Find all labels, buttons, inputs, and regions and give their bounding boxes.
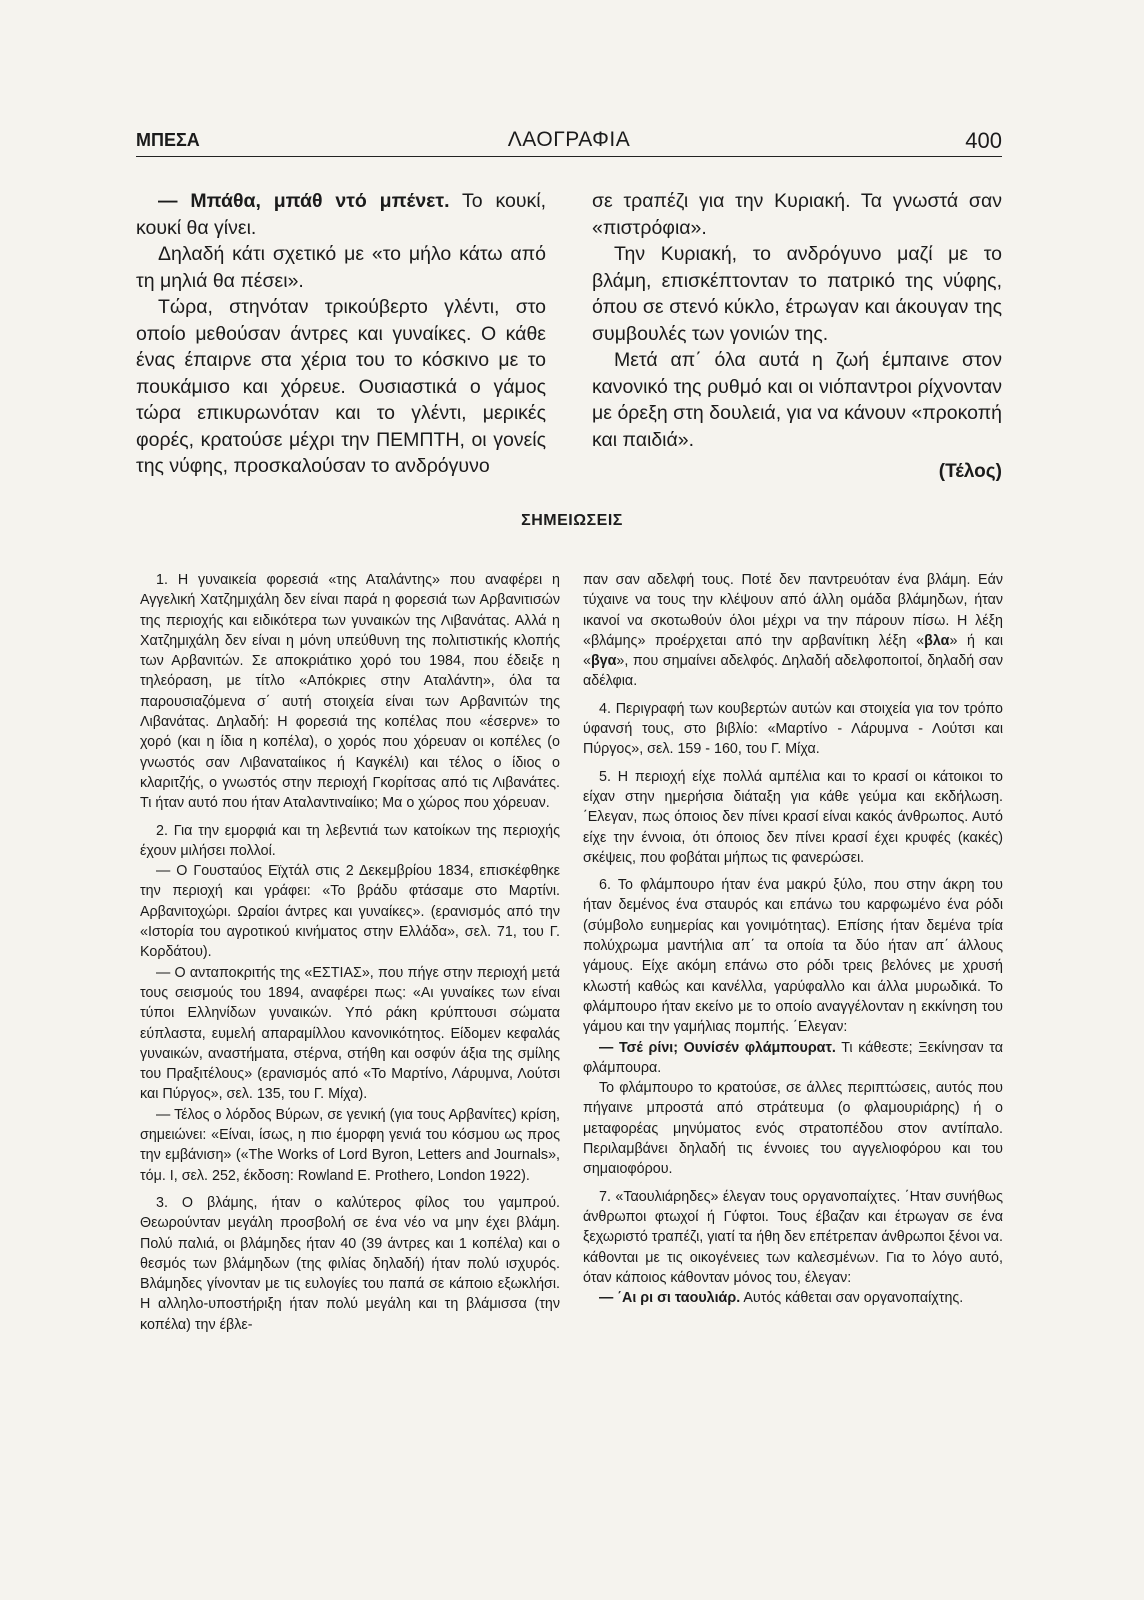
- note-6-quote: [583, 1038, 1003, 1079]
- note-2: 2. Για την εμορφιά και τη λεβεντιά των κατοίκων της περιοχής έχουν μιλήσει πολλοί.: [140, 822, 560, 859]
- note-quote-text: Τι κάθεστε; Ξεκίνησαν τα φλάμπουρα.: [583, 1039, 1003, 1076]
- note-7: 7. «Ταουλιάρηδες» έλεγαν τους οργανοπαίχτες. ΄Ηταν συνήθως άνθρωποι φτωχοί ή Γύφτοι. Τους έβαζαν και έτρωγαν σε ένα ξεχωριστό τραπέζι, γιατί τα ήθη δεν επέτρεπαν άνθρωποι ξένοι να. κάθονται με τις οικογένειες των καλεσμένων. Για το λόγο αυτό, όταν κάποιος κάθονταν μόνος του, έλεγαν:: [583, 1188, 1003, 1286]
- note-quote-bold: — Τσέ ρίνι; Ουνίσέν φλάμπουρατ.: [599, 1039, 836, 1056]
- note-2-quote: — Ο Γουσταύος Εϊχτάλ στις 2 Δεκεμβρίου 1834, επισκέφθηκε την περιοχή και γράφει: «Το βράδυ φτάσαμε στο Μαρτίνι. Αρβανιτοχώρι. Ωραίοι άντρες και γυναίκες». (ερανισμός από την «Ιστορία του αγροτικού κινήματος στην Ελλάδα», σελ. 71, του Γ. Κορδάτου).: [140, 863, 560, 961]
- note-2-quote: — Τέλος ο λόρδος Βύρων, σε γενική (για τους Αρβανίτες) κρίση, σημειώνει: «Είναι, ίσως, η πιο έμορφη γενιά του κόσμου ως προς την εμβάνιση» («The Works of Lord Byron, Letters and Journals», τόμ. I, σελ. 252, έκδοση: Rowland E. Prothero, London 1922).: [140, 1106, 560, 1184]
- notes-heading: ΣΗΜΕΙΩΣΕΙΣ: [521, 512, 623, 529]
- paragraph: σε τραπέζι για την Κυριακή. Τα γνωστά σαν «πιστρόφια».: [592, 190, 1002, 239]
- note-3: 3. Ο βλάμης, ήταν ο καλύτερος φίλος του γαμπρού. Θεωρούνταν μεγάλη προσβολή σε ένα νέο να μην έχει βλάμη. Πολύ παλιά, οι βλάμηδες ήταν 40 (39 άντρες και 1 κοπέλα) και ο θεσμός των βλάμηδων (της φιλίας δηλαδή) ήταν πολύ ισχυρός. Βλάμηδες γίνονταν με τις ευλογίες του παπά σε κάποιο εξωκλήσι. Η αλληλο-υποστήριξη ήταν πολύ μεγάλη και τη βλάμισσα (την κοπέλα) την έβλε-: [140, 1194, 560, 1333]
- dialogue-paragraph: [136, 188, 546, 241]
- notes-column-left: [140, 570, 560, 1342]
- note-term: βγα: [590, 653, 617, 670]
- note-4: 4. Περιγραφή των κουβερτών αυτών και στοιχεία για τον τρόπο ύφανσή τους, στο βιβλίο: «Μαρτίνο - Λάρυμνα - Λούτσι και Πύργος», σελ. 159 - 160, του Γ. Μίχα.: [583, 700, 1003, 758]
- note-text: », που σημαίνει αδελφός. Δηλαδή αδελφοποιτοί, δηλαδή σαν αδέλφια.: [583, 653, 1003, 690]
- note-1: 1. Η γυναικεία φορεσιά «της Αταλάντης» που αναφέρει η Αγγελική Χατζημιχάλη δεν είναι παρά η φορεσιά των Αρβανιτισών της περιοχής και ειδικότερα των γυναικών της Λιβανάτας. Αλλά η Χατζημιχάλη δεν είναι η μόνη υπεύθυνη της πολιτιστικής κλοπής των Αρβανιτών. Σε αποκριάτικο χορό του 1984, που έδειξε η τηλεόραση, με τίτλο «Απόκριες στην Αταλάντη», όλα τα παρουσιαζόμενα σ΄ αυτή στοιχεία είναι των Αρβανιτών της Λιβανάτας. Δηλαδή: Η φορεσιά της κοπέλας που «έσερνε» το χορό (και η ίδια η κοπέλα), ο χορός που χόρευαν οι κοπέλες (ο γνωστός σαν Λιβαναταίικος ή Καγκέλι) και τέλος ο ίδιος ο κλαριτζής, ο γνωστός στην περιοχή Γκορίτσας από τις Λιβανάτες. Τι ήταν αυτό που ήταν Αταλαντιναίικο; Μα ο χώρος που χόρευαν.: [140, 572, 560, 812]
- note-term: βλα: [924, 632, 950, 649]
- note-2-quote: — Ο ανταποκριτής της «ΕΣΤΙΑΣ», που πήγε στην περιοχή μετά τους σεισμούς του 1894, αναφέρει πως: «Αι γυναίκες των είναι τύποι Ελληνίδων γυναικών. Υπό ράκη κρύπτουσι σώματα εύπλαστα, ευμελή απαραμίλλου κανονικότητος. Είδομεν κεφαλάς γυναικών, αναστήματα, στέρνα, στήθη και οσφύν άξια της σμίλης του Πραξιτέλους» (ερανισμός από «Το Μαρτίνο, Λάρυμνα, Λούτσι και Πύργος», σελ. 135, του Γ. Μίχα).: [140, 964, 560, 1103]
- paragraph: Τώρα, στηνόταν τρικούβερτο γλέντι, στο οποίο μεθούσαν άντρες και γυναίκες. Ο κάθε ένας έπαιρνε στα χέρια του το κόσκινο με το πουκάμισο και χόρευε. Ουσιαστικά ο γάμος τώρα επικυρωνόταν και το γλέντι, μερικές φορές, κρατούσε μέχρι την ΠΕΜΠΤΗ, οι γονείς της νύφης, προσκαλούσαν το ανδρόγυνο: [136, 296, 546, 477]
- note-quote-text: Αυτός κάθεται σαν οργανοπαίχτης.: [740, 1290, 964, 1307]
- note-text: παν σαν αδελφή τους. Ποτέ δεν παντρευόταν ένα βλάμη. Εάν τύχαινε να τους την κλέψουν από άλλη ομάδα βλάμηδων, ήταν ικανοί να σκοτωθούν όλοι μέχρι να την πάρουν πίσω. Η λέξη «βλάμης» προέρχεται από την αρβανίτικη λέξη «: [583, 572, 1003, 649]
- dialogue-quote: — Μπάθα, μπάθ ντό μπένετ.: [158, 190, 450, 212]
- note-6: 6. Το φλάμπουρο ήταν ένα μακρύ ξύλο, που στην άκρη του ήταν δεμένος ένα σταυρός και επάνω του καρφωμένο ένα ρόδι (σύμβολο ευημερίας και γονιμότητας). Επίσης ήταν δεμένα τρία πολύχρωμα μαντήλια απ΄ τα οποία τα δύο ήταν απ΄ άλλους γάμους. Είχε ακόμη επάνω στο ρόδι τρεις βελόνες με χρυσή κλωστή καθώς και κανέλλα, γαρύφαλλο και άλλα μυρωδικά. Το φλάμπουρο ήταν εκείνο με το οποίο αναγγέλονταν η εκκίνηση του γάμου και την γαμήλιας πομπής. ΄Ελεγαν:: [583, 877, 1003, 1036]
- note-5: 5. Η περιοχή είχε πολλά αμπέλια και το κρασί οι κάτοικοι το είχαν στην ημερήσια διάταξη για κάθε γεύμα και εκδήλωση. ΄Ελεγαν, πως όποιος δεν πίνει κρασί είναι κακός άνθρωπος. Αυτό είχε την έννοια, ότι όποιος δεν πίνει κρασί έχει κρυφές (κακές) σκέψεις, που φοβάται μήπως τις φανερώσει.: [583, 768, 1003, 866]
- end-marker: (Τέλος): [938, 461, 1002, 482]
- header-title: ΛΑΟΓΡΑΦΙΑ: [507, 128, 631, 151]
- page-header: [136, 128, 1002, 157]
- note-7-quote: [583, 1288, 1003, 1308]
- paragraph: Την Κυριακή, το ανδρόγυνο μαζί με το βλάμη, επισκέπτονταν το πατρικό της νύφης, όπου σε στενό κύκλο, έτρωγαν και άκουγαν της συμβουλές των γονιών της.: [592, 243, 1002, 345]
- dialogue-translation: Το κουκί, κουκί θα γίνει.: [136, 190, 546, 239]
- paragraph: Δηλαδή κάτι σχετικό με «το μήλο κάτω από τη μηλιά θα πέσει».: [136, 243, 546, 292]
- paragraph: Μετά απ΄ όλα αυτά η ζωή έμπαινε στον κανονικό της ρυθμό και οι νιόπαντροι ρίχνονταν με όρεξη στη δουλειά, για να κάνουν «προκοπή και παιδιά».: [592, 349, 1002, 451]
- note-text: » ή και «: [583, 632, 1003, 670]
- notes-column-right: [583, 570, 1003, 1315]
- page-number: 400: [965, 128, 1002, 153]
- main-column-right: [592, 188, 1002, 486]
- note-quote-bold: — ΄Αι ρι σι ταουλιάρ.: [599, 1290, 741, 1307]
- main-column-left: [136, 188, 546, 480]
- note-6-continued: Το φλάμπουρο το κρατούσε, σε άλλες περιπτώσεις, αυτός που πήγαινε μπροστά από στράτευμα (ο φλαμουριάρης) ή ο μεταφορέας μηνύματος ενός στρατοπέδου στον αντίπαλο. Περιλαμβάνει δηλαδή τις έννοιες του αγγελιοφόρου και του σημαιοφόρου.: [583, 1080, 1003, 1178]
- note-3-continued: [583, 570, 1003, 692]
- header-section-name: ΜΠΕΣΑ: [136, 130, 200, 150]
